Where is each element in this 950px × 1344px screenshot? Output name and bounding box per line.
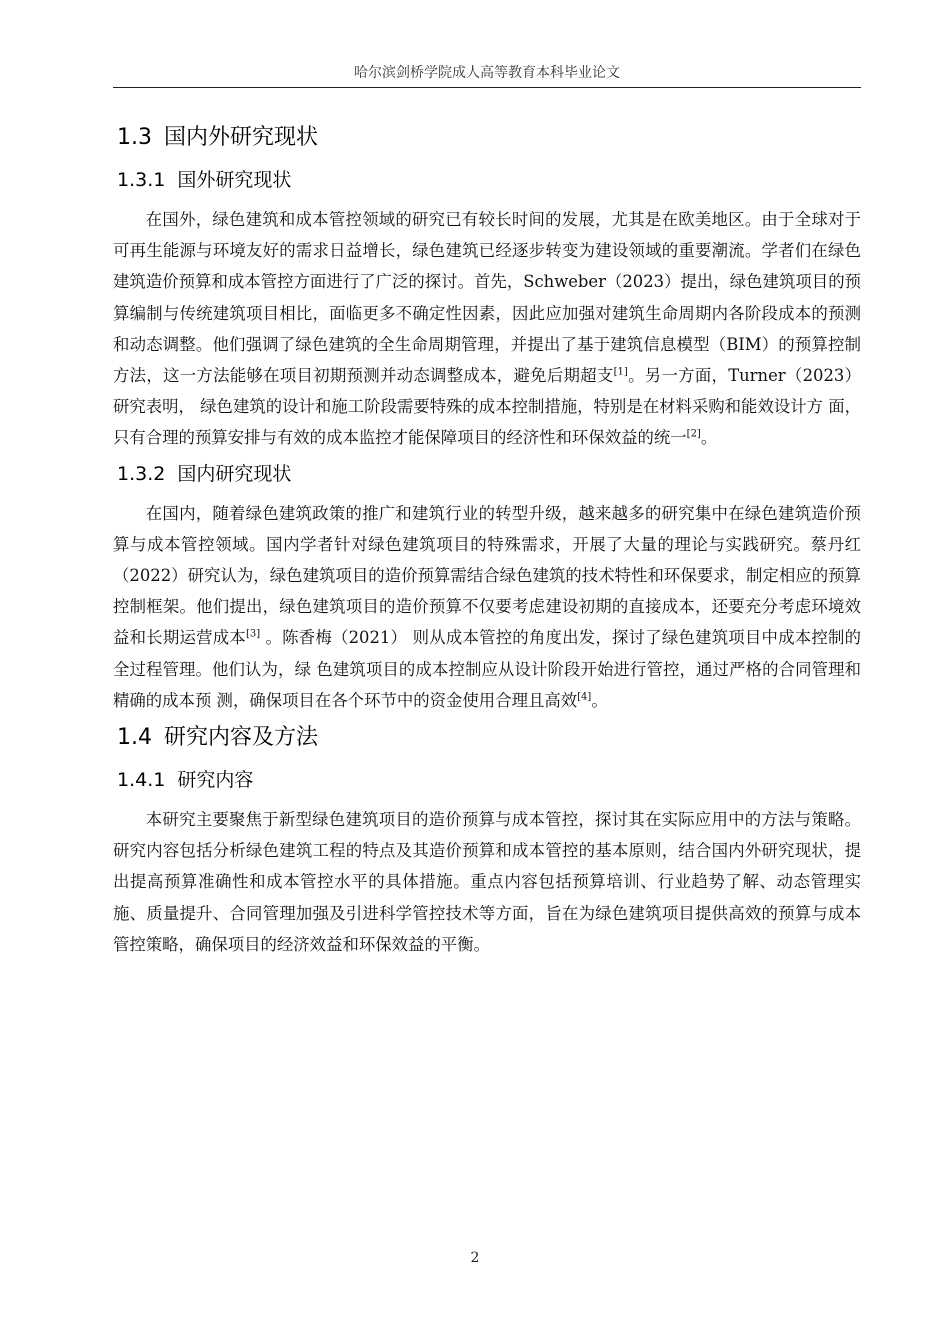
paragraph-text: 在国外，绿色建筑和成本管控领域的研究已有较长时间的发展，尤其是在欧美地区。由于全球对于可再生能源与环境友好的需求日益增长，绿色建筑已经逐步转变为建设领域的重要潮流。学者们在绿色建筑造价预算和成本管控方面进行了广泛的探讨。首先，Schweber（2023）提出，绿色建筑项目的预算编制与传统建筑项目相比，面临更多不确定性因素，因此应加强对建筑生命周期内各阶段成本的预测和动态调整。他们强调了绿色建筑的全生命周期管理，并提出了基于建筑信息模型（BIM）的预算控制方法，这一方法能够在项目初期预测并动态调整成本，避免后期超支 [113, 210, 861, 386]
paragraph-text: 在国内，随着绿色建筑政策的推广和建筑行业的转型升级，越来越多的研究集中在绿色建筑造价预算与成本管控领域。国内学者针对绿色建筑项目的特殊需求，开展了大量的理论与实践研究。蔡丹红（2022）研究认为，绿色建筑项目的造价预算需结合绿色建筑的技术特性和环保要求，制定相应的预算控制框架。他们提出，绿色建筑项目的造价预算不仅要考虑建设初期的直接成本，还要充分考虑环境效益和长期运营成本 [113, 503, 861, 648]
section-title: 国内外研究现状 [164, 125, 319, 150]
paragraph-domestic-research [113, 498, 861, 716]
page-body [113, 120, 861, 964]
section-heading-1-4-1 [117, 764, 861, 796]
citation-ref-2: [2] [686, 428, 701, 440]
paragraph-end: 。 [700, 428, 718, 448]
paragraph-research-content [113, 804, 861, 960]
section-number: 1.3 [117, 125, 152, 150]
paragraph-text: 本研究主要聚焦于新型绿色建筑项目的造价预算与成本管控，探讨其在实际应用中的方法与策略。研究内容包括分析绿色建筑工程的特点及其造价预算和成本管控的基本原则，结合国内外研究现状，提出提高预算准确性和成本管控水平的具体措施。重点内容包括预算培训、行业趋势了解、动态管理实施、质量提升、合同管理加强及引进科学管控技术等方面，旨在为绿色建筑项目提供高效的预算与成本管控策略，确保项目的经济效益和环保效益的平衡。 [113, 810, 861, 954]
paragraph-end: 。 [591, 690, 608, 710]
section-number: 1.3.1 [117, 169, 166, 191]
section-heading-1-4 [117, 720, 861, 756]
paragraph-text: 。另一方面，Turner（2023）研究表明， 绿色建筑的设计和施工阶段需要特殊的成本控制措施，特别是在材料采购和能效设计方 面，只有合理的预算安排与有效的成本监控才能保障项目的经济性和环保效益的统一 [113, 366, 861, 448]
section-title: 国内研究现状 [177, 462, 292, 485]
section-number: 1.3.2 [117, 462, 166, 485]
section-heading-1-3 [117, 120, 861, 156]
section-number: 1.4 [117, 725, 152, 751]
citation-ref-4: [4] [577, 691, 592, 703]
page-number: 2 [470, 1250, 480, 1266]
header-divider [113, 87, 861, 88]
section-heading-1-3-1 [117, 164, 861, 196]
citation-ref-3: [3] [245, 628, 261, 640]
paragraph-text: 。陈香梅（2021） 则从成本管控的角度出发，探讨了绿色建筑项目中成本控制的全过程管理。他们认为，绿 色建筑项目的成本控制应从设计阶段开始进行管控，通过严格的合同管理和精确的成本预 测，确保项目在各个环节中的资金使用合理且高效 [113, 628, 862, 710]
section-title: 国外研究现状 [177, 169, 292, 191]
section-heading-1-3-2 [117, 458, 861, 490]
section-title: 研究内容及方法 [164, 725, 319, 751]
section-number: 1.4.1 [117, 769, 166, 792]
running-header: 哈尔滨剑桥学院成人高等教育本科毕业论文 [354, 65, 620, 81]
section-title: 研究内容 [177, 769, 254, 792]
paragraph-foreign-research [113, 204, 861, 454]
citation-ref-1: [1] [613, 366, 628, 378]
